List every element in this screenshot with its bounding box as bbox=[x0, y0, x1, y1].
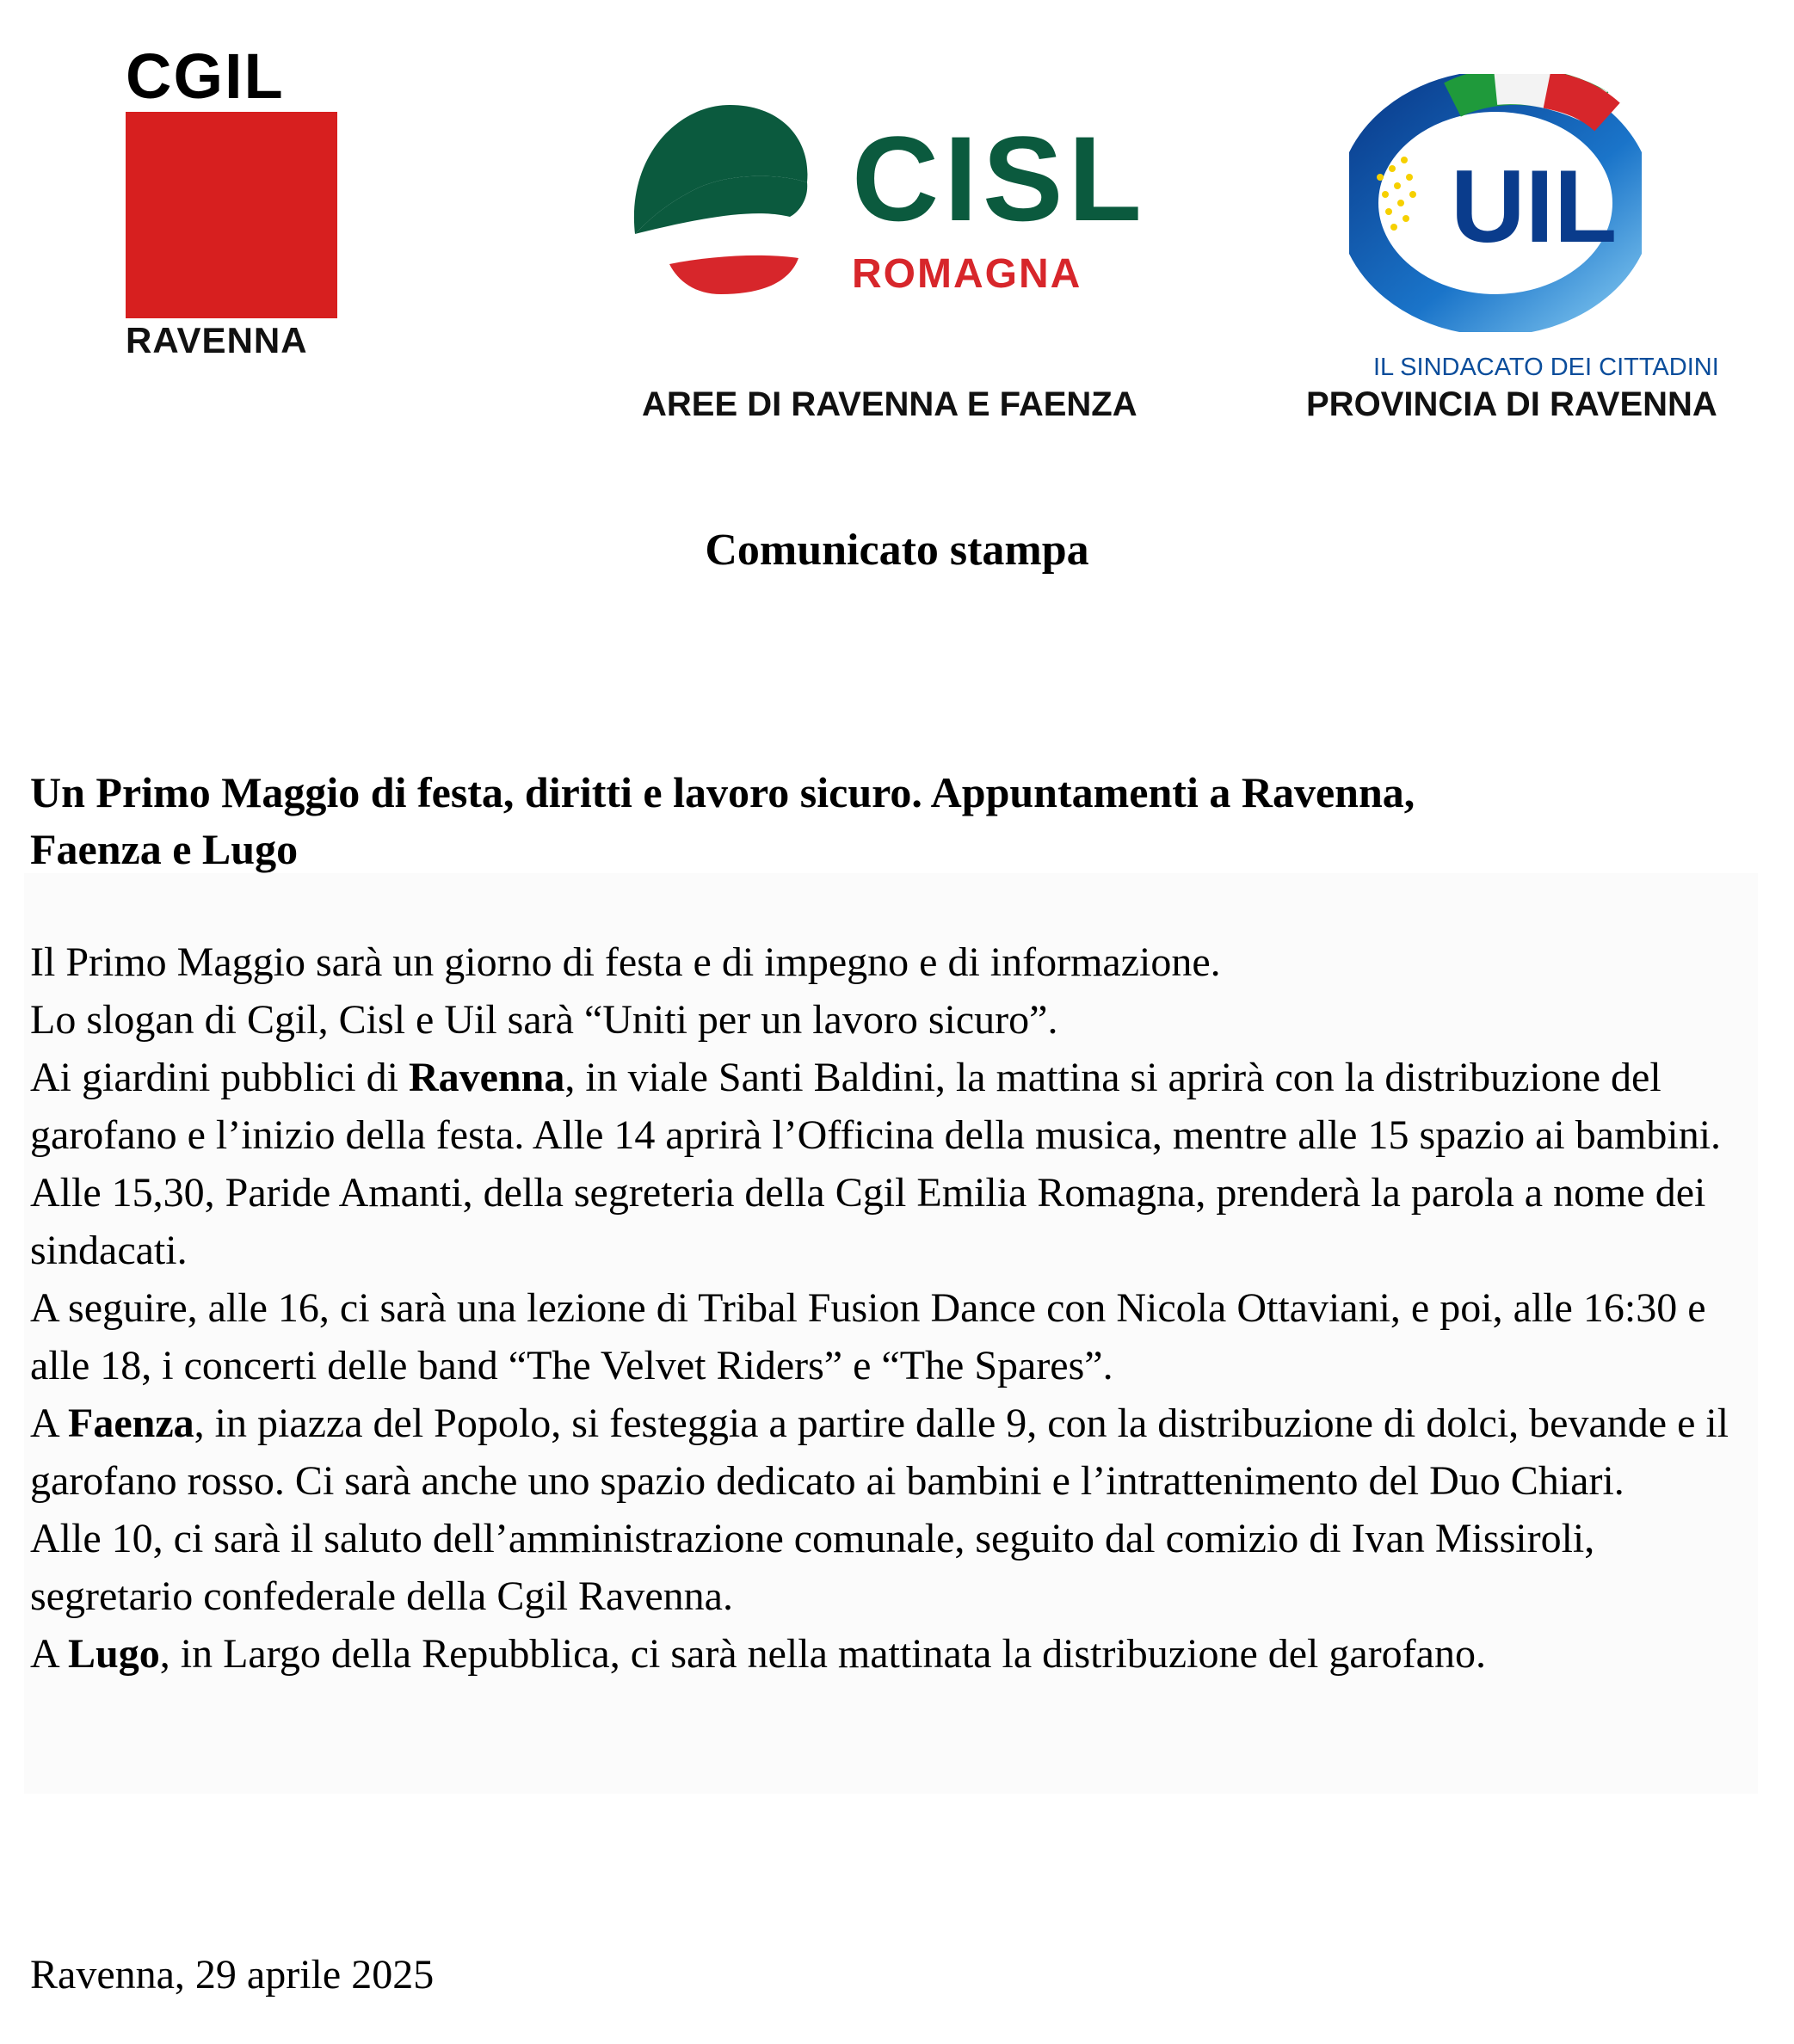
body-text-span: , in viale Santi Baldini, la mattina si aprirà con la distribuzione del garofano e l’inizio della festa. Alle 14 aprirà l’Officina della musica, mentre alle 15 spazio ai bambini. Alle 15,30, Paride Amanti, della segreteria della Cgil Emilia Romagna, prenderà la parola a nome dei sindacati. bbox=[30, 1055, 1722, 1273]
body-text-span: , in Largo della Repubblica, ci sarà nella mattinata la distribuzione del garofano. bbox=[159, 1631, 1486, 1677]
body-paragraph bbox=[30, 1049, 1760, 1279]
headline-line-2: Faenza e Lugo bbox=[30, 825, 299, 873]
body-text-span: Ai giardini pubblici di bbox=[30, 1055, 409, 1100]
body-paragraph bbox=[30, 1625, 1760, 1683]
cgil-logo-red-square bbox=[126, 112, 337, 318]
body-paragraph: Lo slogan di Cgil, Cisl e Uil sarà “Uniti per un lavoro sicuro”. bbox=[30, 997, 1058, 1043]
cisl-logo-wordmark: CISL bbox=[852, 111, 1147, 246]
headline-line-1: Un Primo Maggio di festa, diritti e lavoro sicuro. Appuntamenti a Ravenna, bbox=[30, 768, 1415, 816]
body-paragraph: Il Primo Maggio sarà un giorno di festa e di impegno e di informazione. bbox=[30, 939, 1221, 985]
body-paragraph: A seguire, alle 16, ci sarà una lezione di Tribal Fusion Dance con Nicola Ottaviani, e poi, alle 16:30 e alle 18, i concerti delle band “The Velvet Riders” e “The Spares”. bbox=[30, 1285, 1706, 1388]
city-name-lugo: Lugo bbox=[68, 1631, 160, 1677]
cisl-area-caption: AREE DI RAVENNA E FAENZA bbox=[642, 385, 1137, 423]
body-paragraph bbox=[30, 1394, 1760, 1510]
body-text-span: , in piazza del Popolo, si festeggia a partire dalle 9, con la distribuzione di dolci, bevande e il garofano rosso. Ci sarà anche uno spazio dedicato ai bambini e l’intrattenimento del Duo Chiari. bbox=[30, 1401, 1729, 1504]
cisl-logo-region: ROMAGNA bbox=[852, 251, 1082, 297]
cgil-logo-city: RAVENNA bbox=[126, 320, 308, 360]
cgil-logo-wordmark: CGIL bbox=[126, 40, 285, 112]
place-and-date: Ravenna, 29 aprile 2025 bbox=[30, 1952, 435, 1998]
body-text-span: A bbox=[30, 1631, 69, 1677]
press-release-headline bbox=[30, 764, 1751, 877]
body-text bbox=[30, 933, 1760, 1683]
cisl-logo-mark bbox=[626, 105, 816, 299]
uil-province-caption: PROVINCIA DI RAVENNA bbox=[1306, 385, 1717, 423]
city-name-faenza: Faenza bbox=[68, 1401, 194, 1446]
body-paragraph: Alle 10, ci sarà il saluto dell’amministrazione comunale, seguito dal comizio di Ivan Missiroli, segretario confederale della Cgil Ravenna. bbox=[30, 1516, 1595, 1619]
city-name-ravenna: Ravenna bbox=[408, 1055, 565, 1100]
svg-text:UIL: UIL bbox=[1451, 149, 1618, 264]
uil-logo-mark bbox=[1349, 74, 1642, 332]
uil-logo-motto: IL SINDACATO DEI CITTADINI bbox=[1373, 354, 1719, 381]
document-title: Comunicato stampa bbox=[705, 526, 1089, 575]
body-text-span: A bbox=[30, 1401, 69, 1446]
